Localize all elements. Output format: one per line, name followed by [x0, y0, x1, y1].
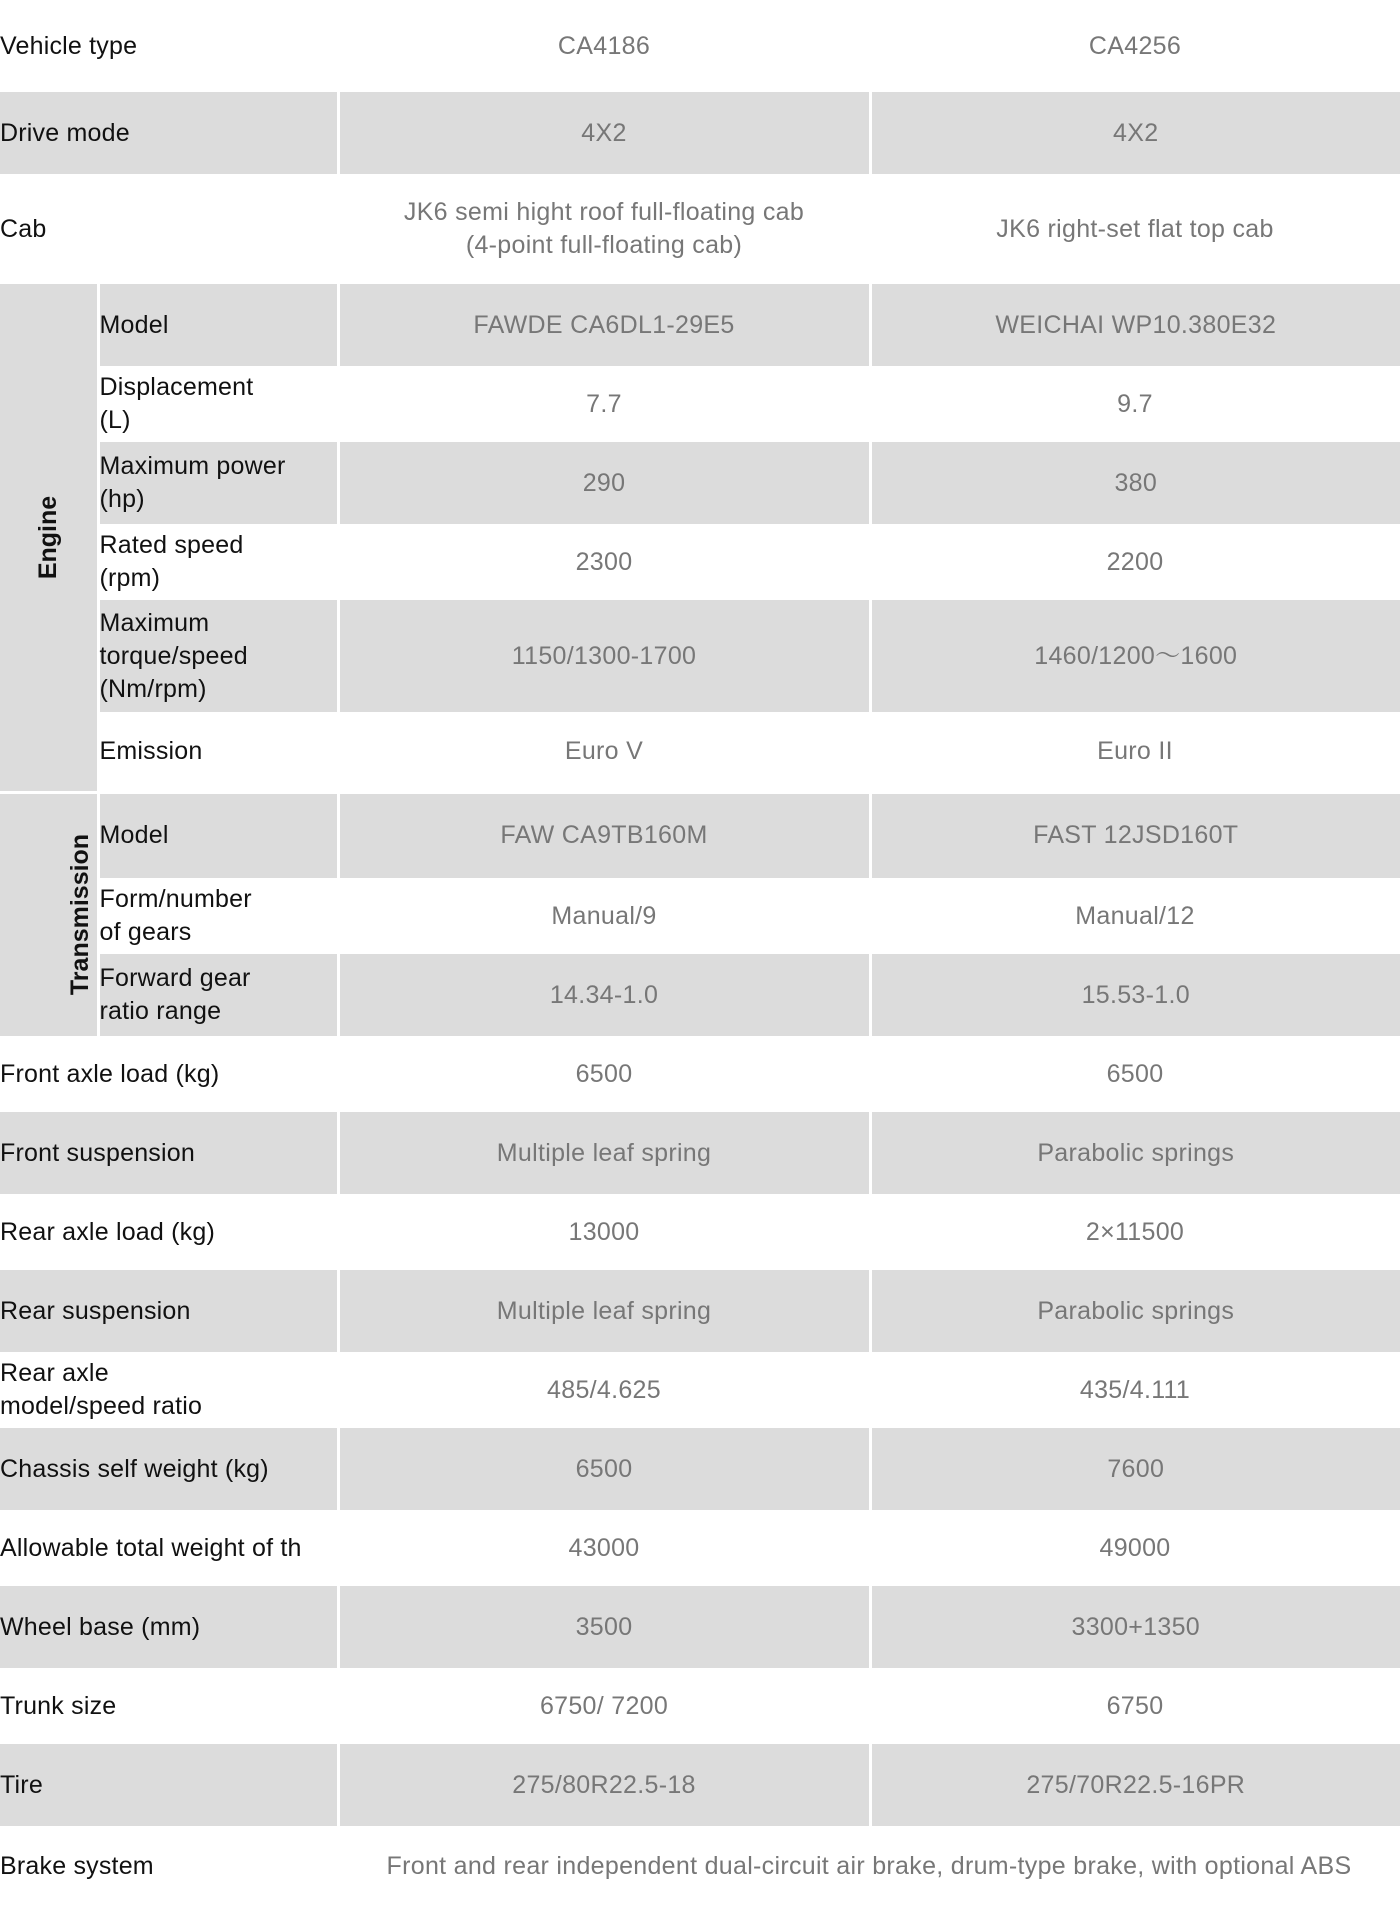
row-vehicle-type	[0, 0, 1400, 92]
value-ca4186: FAWDE CA6DL1-29E5	[338, 284, 870, 366]
row-max-power	[0, 442, 1400, 524]
row-rear-axle-model	[0, 1352, 1400, 1428]
value-ca4186: 6500	[338, 1428, 870, 1510]
label-line: ratio range	[99, 997, 222, 1025]
value-ca4256: 9.7	[870, 366, 1400, 442]
row-label	[0, 1352, 338, 1428]
value-ca4186: 6750/ 7200	[338, 1668, 870, 1744]
group-label-engine	[0, 284, 98, 792]
row-label: Front suspension	[0, 1112, 338, 1194]
value-ca4186: Manual/9	[338, 878, 870, 954]
value-ca4186: 43000	[338, 1510, 870, 1586]
group-label-text: Engine	[33, 495, 62, 579]
value-ca4256: Parabolic springs	[870, 1112, 1400, 1194]
row-label: Emission	[98, 712, 338, 792]
value-ca4256: 1460/1200～1600	[870, 600, 1400, 712]
row-label: Brake system	[0, 1826, 338, 1906]
group-label-text: Transmission	[66, 834, 95, 996]
value-ca4186: 290	[338, 442, 870, 524]
value-ca4186: 3500	[338, 1586, 870, 1668]
label-line: (rpm)	[99, 564, 161, 592]
value-ca4256: 275/70R22.5-16PR	[870, 1744, 1400, 1826]
row-max-torque	[0, 600, 1400, 712]
value-ca4256: JK6 right-set flat top cab	[870, 174, 1400, 284]
value-ca4186: Multiple leaf spring	[338, 1270, 870, 1352]
row-wheel-base	[0, 1586, 1400, 1668]
value-line: JK6 semi hight roof full-floating cab	[403, 198, 805, 226]
row-label: Drive mode	[0, 92, 338, 174]
label-line: torque/speed	[99, 641, 248, 670]
row-label: Trunk size	[0, 1668, 338, 1744]
row-label	[98, 442, 338, 524]
value-ca4256: Parabolic springs	[870, 1270, 1400, 1352]
value-ca4256: Euro II	[870, 712, 1400, 792]
row-forward-ratio	[0, 954, 1400, 1036]
label-line: Rear axle	[0, 1359, 109, 1387]
value-brake-both: Front and rear independent dual-circuit air brake, drum-type brake, with optional ABS	[338, 1826, 1400, 1906]
row-brake-system	[0, 1826, 1400, 1906]
value-ca4186: FAW CA9TB160M	[338, 792, 870, 878]
label-line: (L)	[99, 406, 131, 434]
value-ca4256: 6750	[870, 1668, 1400, 1744]
row-label	[98, 954, 338, 1036]
row-label: Wheel base (mm)	[0, 1586, 338, 1668]
row-front-suspension	[0, 1112, 1400, 1194]
value-ca4256: 435/4.111	[870, 1352, 1400, 1428]
row-label	[98, 366, 338, 442]
row-tire	[0, 1744, 1400, 1826]
label-line: Rated speed	[99, 531, 244, 559]
value-ca4256: WEICHAI WP10.380E32	[870, 284, 1400, 366]
value-ca4186: 2300	[338, 524, 870, 600]
value-ca4186: Euro V	[338, 712, 870, 792]
label-line: model/speed ratio	[0, 1392, 203, 1420]
group-label-transmission	[0, 792, 98, 1036]
row-label: Model	[98, 284, 338, 366]
value-ca4256: FAST 12JSD160T	[870, 792, 1400, 878]
row-label	[98, 524, 338, 600]
row-rear-suspension	[0, 1270, 1400, 1352]
value-ca4186: 14.34-1.0	[338, 954, 870, 1036]
value-ca4186: 7.7	[338, 366, 870, 442]
row-label	[98, 600, 338, 712]
value-ca4256: 2×11500	[870, 1194, 1400, 1270]
row-label: Tire	[0, 1744, 338, 1826]
row-allowable-weight	[0, 1510, 1400, 1586]
label-line: Maximum power	[99, 452, 286, 480]
value-ca4186: 485/4.625	[338, 1352, 870, 1428]
row-engine-model	[0, 284, 1400, 366]
row-emission	[0, 712, 1400, 792]
value-ca4256: 6500	[870, 1036, 1400, 1112]
label-line: Forward gear	[99, 964, 251, 992]
value-ca4186: 6500	[338, 1036, 870, 1112]
value-ca4256: 3300+1350	[870, 1586, 1400, 1668]
row-label: Rear axle load (kg)	[0, 1194, 338, 1270]
value-ca4256: 380	[870, 442, 1400, 524]
label-line: Form/number	[99, 885, 252, 913]
row-label: Rear suspension	[0, 1270, 338, 1352]
value-ca4256: 49000	[870, 1510, 1400, 1586]
label-line: of gears	[99, 918, 192, 946]
row-trunk-size	[0, 1668, 1400, 1744]
row-rear-axle-load	[0, 1194, 1400, 1270]
value-ca4256: 4X2	[870, 92, 1400, 174]
row-chassis-weight	[0, 1428, 1400, 1510]
row-label: Vehicle type	[0, 0, 338, 92]
row-cab	[0, 174, 1400, 284]
value-ca4186: 13000	[338, 1194, 870, 1270]
value-ca4186	[338, 174, 870, 284]
value-ca4186: 275/80R22.5-18	[338, 1744, 870, 1826]
value-line: (4-point full-floating cab)	[465, 231, 743, 259]
row-label: Front axle load (kg)	[0, 1036, 338, 1112]
row-drive-mode	[0, 92, 1400, 174]
label-line: Displacement	[99, 373, 254, 401]
row-label: Model	[98, 792, 338, 878]
value-ca4186: Multiple leaf spring	[338, 1112, 870, 1194]
row-displacement	[0, 366, 1400, 442]
value-ca4186: CA4186	[338, 0, 870, 92]
row-label: Chassis self weight (kg)	[0, 1428, 338, 1510]
value-ca4256: Manual/12	[870, 878, 1400, 954]
row-front-axle-load	[0, 1036, 1400, 1112]
row-transmission-model	[0, 792, 1400, 878]
value-ca4256: CA4256	[870, 0, 1400, 92]
value-ca4186: 1150/1300-1700	[338, 600, 870, 712]
row-label	[98, 878, 338, 954]
row-rated-speed	[0, 524, 1400, 600]
row-label: Cab	[0, 174, 338, 284]
label-line: Maximum	[99, 608, 210, 637]
row-label: Allowable total weight of th	[0, 1510, 338, 1586]
value-ca4186: 4X2	[338, 92, 870, 174]
value-ca4256: 2200	[870, 524, 1400, 600]
value-ca4256: 15.53-1.0	[870, 954, 1400, 1036]
label-line: (Nm/rpm)	[99, 674, 207, 703]
row-form-gears	[0, 878, 1400, 954]
value-ca4256: 7600	[870, 1428, 1400, 1510]
label-line: (hp)	[99, 485, 145, 513]
